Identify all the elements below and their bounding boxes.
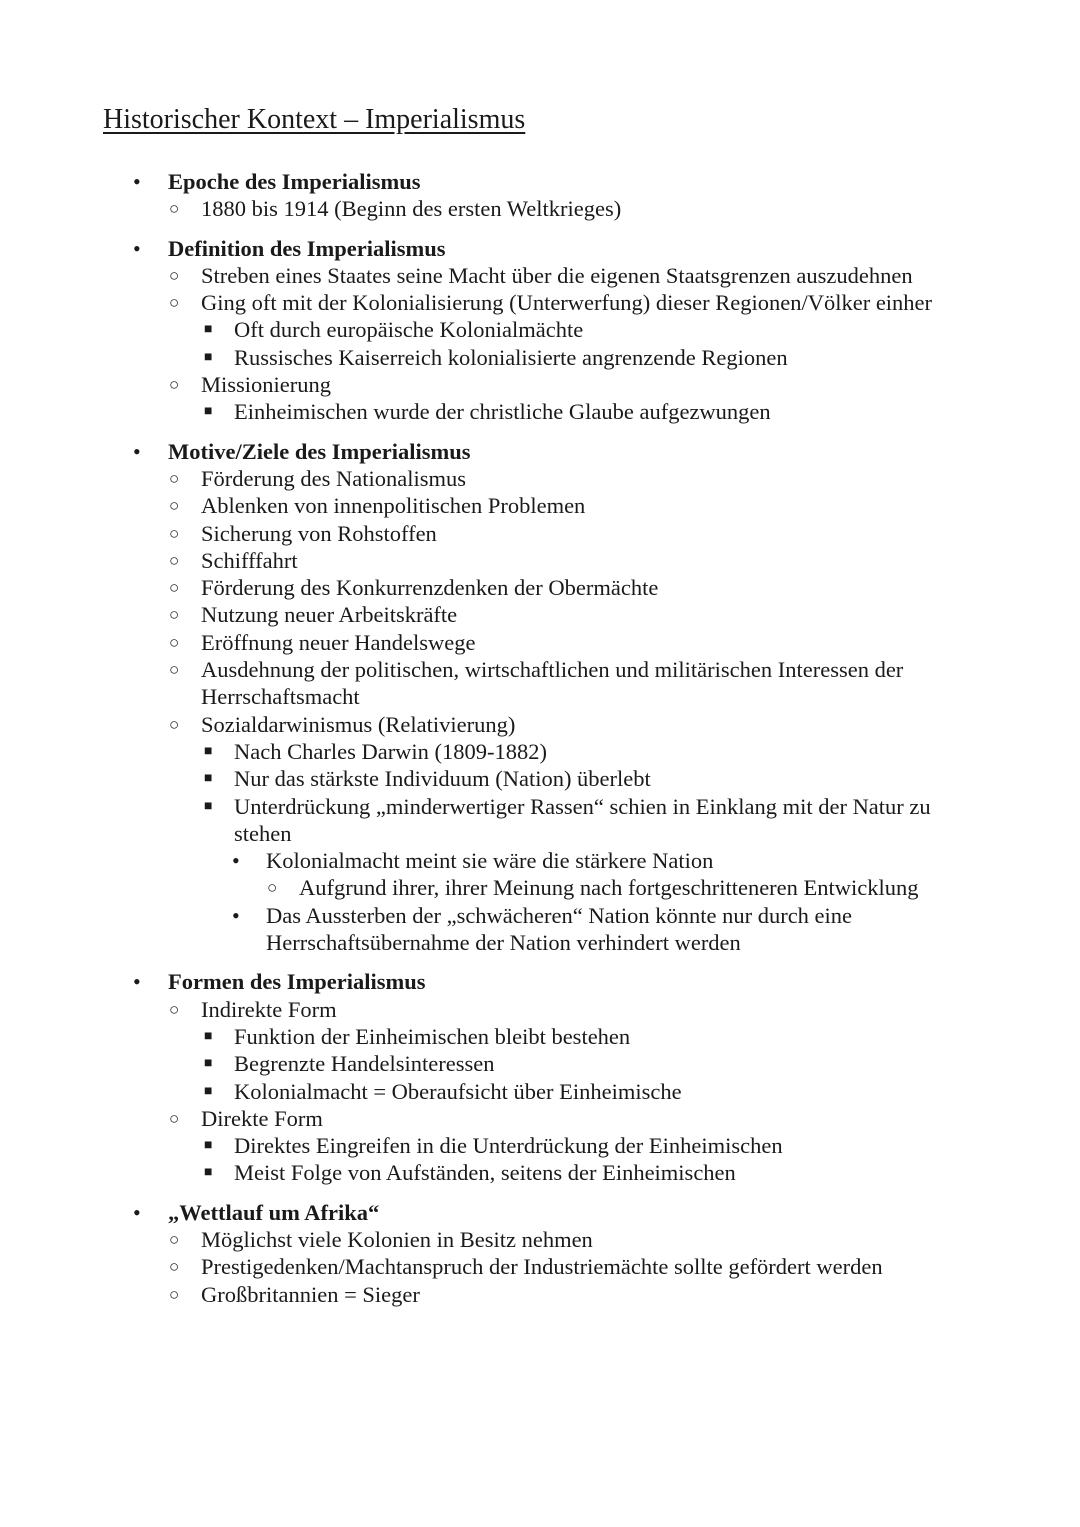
outline-section: [0, 235, 1080, 426]
section-heading-text: Formen des Imperialismus: [168, 969, 426, 995]
list-item: [0, 547, 1080, 574]
circle-bullet-icon: ○: [169, 1108, 180, 1128]
list-item-text: Oft durch europäische Kolonialmächte: [234, 317, 584, 343]
list-item: [0, 492, 1080, 519]
bullet-icon: •: [232, 848, 240, 874]
list-item-text: Ging oft mit der Kolonialisierung (Unterwerfung) dieser Regionen/Völker einher: [201, 290, 933, 316]
circle-bullet-icon: ○: [169, 523, 180, 543]
list-item: [0, 1281, 1080, 1308]
section-heading: [0, 968, 1080, 995]
list-item: [0, 656, 1080, 711]
list-item-text: Nutzung neuer Arbeitskräfte: [201, 602, 458, 628]
section-heading-text: „Wettlauf um Afrika“: [168, 1199, 380, 1225]
outline-section: [0, 968, 1080, 1186]
square-bullet-icon: ■: [204, 798, 213, 814]
square-bullet-icon: ■: [204, 1083, 213, 1099]
list-item: [0, 465, 1080, 492]
list-item: [0, 629, 1080, 656]
outline-section: [0, 1199, 1080, 1308]
list-item: [0, 520, 1080, 547]
circle-bullet-icon: ○: [169, 660, 180, 680]
bullet-icon: •: [133, 235, 141, 261]
list-item-text: Schifffahrt: [201, 547, 298, 573]
circle-bullet-icon: ○: [169, 632, 180, 652]
list-item-text: Meist Folge von Aufständen, seitens der Einheimischen: [234, 1160, 736, 1186]
square-bullet-icon: ■: [204, 322, 213, 338]
section-heading-text: Motive/Ziele des Imperialismus: [168, 438, 471, 464]
list-item-text: Ausdehnung der politischen, wirtschaftlichen und militärischen Interessen der Herrschaftsmacht: [201, 657, 904, 710]
list-item: [0, 1132, 1080, 1159]
list-item: [0, 371, 1080, 398]
bullet-icon: •: [232, 902, 240, 928]
square-bullet-icon: ■: [204, 771, 213, 787]
square-bullet-icon: ■: [204, 349, 213, 365]
list-item-text: Nur das stärkste Individuum (Nation) überlebt: [234, 766, 651, 792]
list-item: [0, 1023, 1080, 1050]
square-bullet-icon: ■: [204, 1056, 213, 1072]
list-item: [0, 574, 1080, 601]
list-item-text: Begrenzte Handelsinteressen: [234, 1051, 495, 1077]
list-item: [0, 765, 1080, 792]
list-item-text: Prestigedenken/Machtanspruch der Industriemächte sollte gefördert werden: [201, 1254, 883, 1280]
list-item: [0, 793, 1080, 848]
section-heading-text: Epoche des Imperialismus: [168, 169, 421, 194]
section-heading: [0, 168, 1080, 195]
list-item: [0, 316, 1080, 343]
list-item: [0, 398, 1080, 425]
list-item-text: Eröffnung neuer Handelswege: [201, 629, 476, 655]
circle-bullet-icon: ○: [169, 199, 180, 219]
circle-bullet-icon: ○: [169, 1229, 180, 1249]
page-title: Historischer Kontext – Imperialismus: [103, 104, 526, 135]
list-item-text: Einheimischen wurde der christliche Glaube aufgezwungen: [234, 399, 771, 425]
square-bullet-icon: ■: [204, 1138, 213, 1154]
list-item-text: Aufgrund ihrer, ihrer Meinung nach fortgeschritteneren Entwicklung: [299, 875, 919, 901]
section-heading-text: Definition des Imperialismus: [168, 235, 446, 261]
list-item: [0, 1226, 1080, 1253]
list-item: [0, 996, 1080, 1023]
list-item: [0, 874, 1080, 901]
list-item-text: Direkte Form: [201, 1105, 323, 1131]
list-item-text: Förderung des Nationalismus: [201, 465, 466, 491]
list-item: [0, 195, 1080, 222]
circle-bullet-icon: ○: [169, 293, 180, 313]
circle-bullet-icon: ○: [169, 714, 180, 734]
list-item: [0, 847, 1080, 874]
list-item: [0, 289, 1080, 316]
list-item-text: Sozialdarwinismus (Relativierung): [201, 711, 516, 737]
square-bullet-icon: ■: [204, 1028, 213, 1044]
circle-bullet-icon: ○: [169, 578, 180, 598]
list-item-text: Russisches Kaiserreich kolonialisierte angrenzende Regionen: [234, 344, 788, 370]
circle-bullet-icon: ○: [169, 550, 180, 570]
bullet-icon: •: [133, 438, 141, 464]
square-bullet-icon: ■: [204, 743, 213, 759]
bullet-icon: •: [133, 1199, 141, 1225]
circle-bullet-icon: ○: [169, 468, 180, 488]
list-item: [0, 1078, 1080, 1105]
list-item-text: Ablenken von innenpolitischen Problemen: [201, 493, 586, 519]
list-item-text: Sicherung von Rohstoffen: [201, 520, 437, 546]
list-item-text: Indirekte Form: [201, 996, 337, 1022]
circle-bullet-icon: ○: [169, 265, 180, 285]
list-item-text: Kolonialmacht = Oberaufsicht über Einheimische: [234, 1078, 682, 1104]
bullet-icon: •: [133, 969, 141, 995]
list-item: [0, 902, 1080, 957]
list-item-text: 1880 bis 1914 (Beginn des ersten Weltkrieges): [201, 196, 622, 222]
circle-bullet-icon: ○: [169, 1284, 180, 1304]
list-item: [0, 262, 1080, 289]
list-item: [0, 1050, 1080, 1077]
circle-bullet-icon: ○: [267, 878, 278, 898]
list-item-text: Nach Charles Darwin (1809-1882): [234, 738, 548, 764]
list-item: [0, 601, 1080, 628]
list-item-text: Direktes Eingreifen in die Unterdrückung der Einheimischen: [234, 1133, 783, 1159]
list-item-text: Unterdrückung „minderwertiger Rassen“ schien in Einklang mit der Natur zu stehen: [234, 793, 931, 846]
square-bullet-icon: ■: [204, 404, 213, 420]
list-item-text: Das Aussterben der „schwächeren“ Nation könnte nur durch eine Herrschaftsübernahme der Nation verhindert werden: [266, 902, 853, 956]
list-item: [0, 1105, 1080, 1132]
list-item: [0, 344, 1080, 371]
list-item: [0, 711, 1080, 738]
section-heading: [0, 1199, 1080, 1226]
list-item-text: Kolonialmacht meint sie wäre die stärkere Nation: [266, 848, 714, 874]
square-bullet-icon: ■: [204, 1165, 213, 1181]
circle-bullet-icon: ○: [169, 999, 180, 1019]
circle-bullet-icon: ○: [169, 375, 180, 395]
bullet-icon: •: [133, 169, 141, 194]
circle-bullet-icon: ○: [169, 605, 180, 625]
list-item-text: Möglichst viele Kolonien in Besitz nehmen: [201, 1226, 593, 1252]
list-item: [0, 1253, 1080, 1280]
list-item: [0, 1159, 1080, 1186]
list-item-text: Missionierung: [201, 372, 332, 398]
list-item: [0, 738, 1080, 765]
list-item-text: Streben eines Staates seine Macht über die eigenen Staatsgrenzen auszudehnen: [201, 262, 913, 288]
list-item-text: Förderung des Konkurrenzdenken der Obermächte: [201, 575, 659, 601]
section-heading: [0, 235, 1080, 262]
outline-section: [0, 438, 1080, 957]
list-item-text: Großbritannien = Sieger: [201, 1281, 420, 1307]
outline-section: [0, 168, 1080, 223]
section-heading: [0, 438, 1080, 465]
circle-bullet-icon: ○: [169, 496, 180, 516]
circle-bullet-icon: ○: [169, 1257, 180, 1277]
outline: [0, 168, 1080, 1320]
list-item-text: Funktion der Einheimischen bleibt bestehen: [234, 1023, 631, 1049]
